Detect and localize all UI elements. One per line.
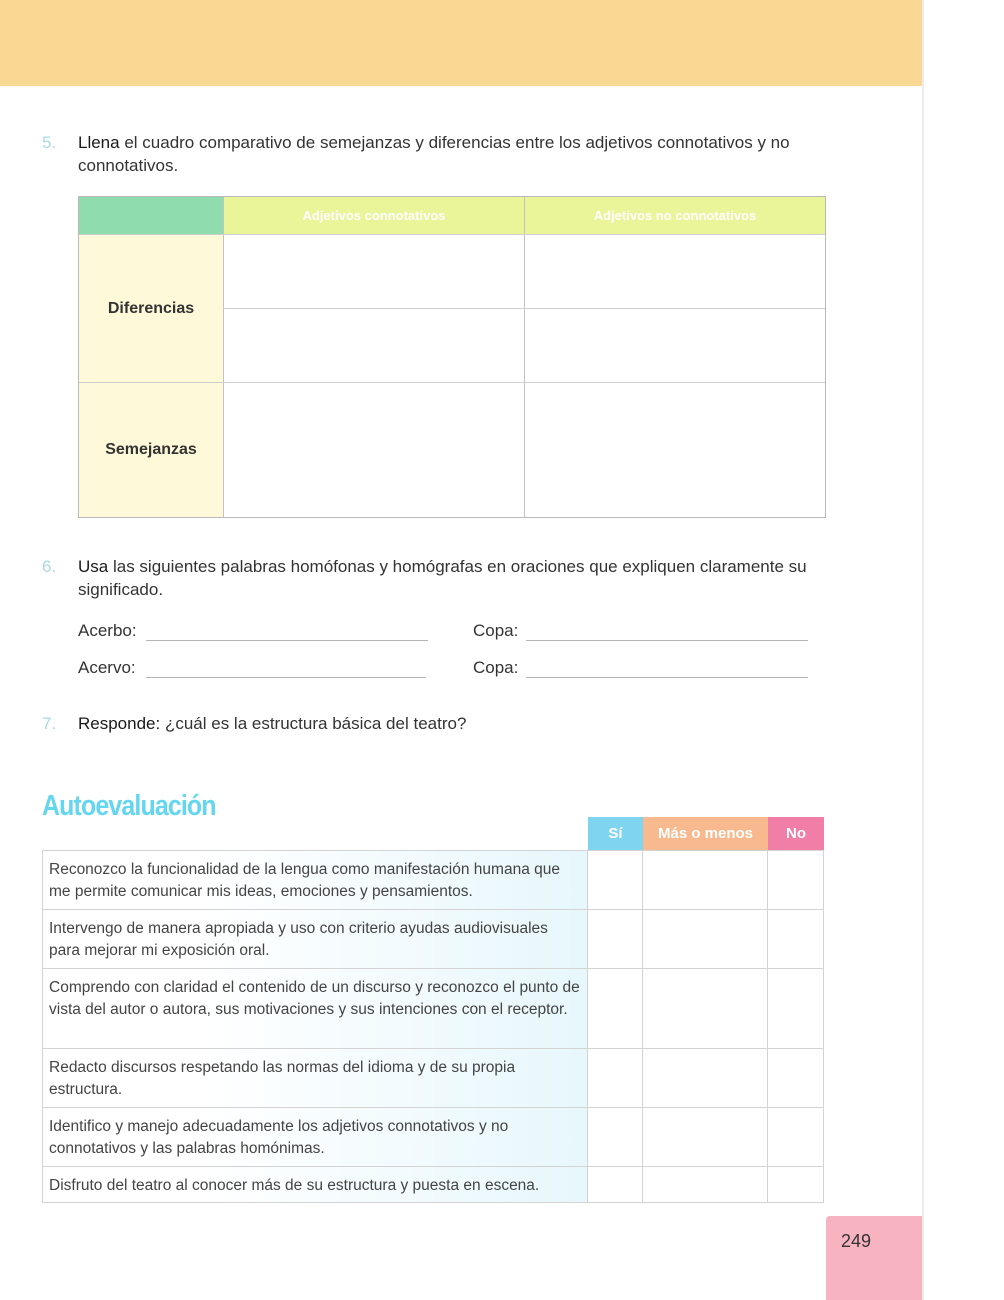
question-7-text <box>78 712 838 735</box>
word-label-acerbo: Acerbo: <box>78 621 137 640</box>
answer-cell-dif-nocon-2[interactable] <box>525 309 825 382</box>
statement-text: Reconozco la funcionalidad de la lengua como manifestación humana que me permite comunicar mis ideas, emociones y pensamientos. <box>42 851 588 909</box>
self-evaluation-table <box>42 850 824 1203</box>
comparison-table <box>78 196 826 518</box>
answer-cell-sem-nocon[interactable] <box>525 383 825 517</box>
question-6-body: las siguientes palabras homófonas y homógrafas en oraciones que expliquen claramente su significado. <box>78 557 807 599</box>
word-label-copa-1: Copa: <box>473 621 519 640</box>
checkbox-mas-o-menos[interactable] <box>643 910 768 968</box>
checkbox-si[interactable] <box>588 1049 643 1107</box>
statement-text: Comprendo con claridad el contenido de un discurso y reconozco el punto de vista del autor o autora, sus motivaciones y sus intenciones con el receptor. <box>42 969 588 1048</box>
checkbox-si[interactable] <box>588 910 643 968</box>
question-7-number: 7. <box>42 714 57 733</box>
table-row <box>42 1108 824 1167</box>
statement-text: Identifico y manejo adecuadamente los adjetivos connotativos y no connotativos y las palabras homónimas. <box>42 1108 588 1166</box>
answer-line-copa-1[interactable] <box>526 640 808 641</box>
answer-cell-dif-nocon-1[interactable] <box>525 235 825 308</box>
table-row <box>42 851 824 910</box>
question-6-number: 6. <box>42 557 57 576</box>
checkbox-mas-o-menos[interactable] <box>643 1108 768 1166</box>
page-edge-rule <box>922 0 924 1300</box>
comparison-header-no-connotativos: Adjetivos no connotativos <box>525 197 825 234</box>
header-no-label: No <box>786 825 806 842</box>
checkbox-si[interactable] <box>588 1108 643 1166</box>
word-label-copa-2: Copa: <box>473 658 519 677</box>
checkbox-no[interactable] <box>768 1167 824 1202</box>
answer-line-acervo[interactable] <box>146 677 426 678</box>
question-5-lead: Llena <box>78 133 120 152</box>
table-row <box>42 1167 824 1203</box>
comparison-header-connotativos: Adjetivos connotativos <box>223 197 525 234</box>
answer-line-copa-2[interactable] <box>526 677 808 678</box>
answer-cell-dif-con-1[interactable] <box>224 235 524 308</box>
header-no <box>768 817 824 850</box>
row-label-diferencias: Diferencias <box>79 234 223 383</box>
checkbox-si[interactable] <box>588 969 643 1048</box>
self-evaluation-title: Autoevaluación <box>42 790 216 822</box>
header-mas-o-menos <box>643 817 768 850</box>
answer-line-acerbo[interactable] <box>146 640 428 641</box>
table-row <box>42 969 824 1049</box>
question-7-lead: Responde: <box>78 714 161 733</box>
checkbox-no[interactable] <box>768 969 824 1048</box>
checkbox-no[interactable] <box>768 910 824 968</box>
answer-cell-sem-con[interactable] <box>224 383 524 517</box>
checkbox-mas-o-menos[interactable] <box>643 1167 768 1202</box>
question-5-number: 5. <box>42 133 57 152</box>
statement-text: Intervengo de manera apropiada y uso con criterio ayudas audiovisuales para mejorar mi exposición oral. <box>42 910 588 968</box>
checkbox-no[interactable] <box>768 1049 824 1107</box>
row-label-semejanzas: Semejanzas <box>79 383 223 517</box>
page-number-tab <box>826 1216 922 1300</box>
statement-text: Redacto discursos respetando las normas del idioma y de su propia estructura. <box>42 1049 588 1107</box>
checkbox-si[interactable] <box>588 1167 643 1202</box>
question-7-body: ¿cuál es la estructura básica del teatro? <box>160 714 467 733</box>
header-si-label: Sí <box>608 825 623 842</box>
checkbox-no[interactable] <box>768 1108 824 1166</box>
word-label-acervo: Acervo: <box>78 658 136 677</box>
comparison-header-corner <box>79 197 223 234</box>
statement-text: Disfruto del teatro al conocer más de su estructura y puesta en escena. <box>42 1167 588 1202</box>
answer-cell-dif-con-2[interactable] <box>224 309 524 382</box>
question-5-text <box>78 131 838 177</box>
table-row <box>42 1049 824 1108</box>
checkbox-no[interactable] <box>768 851 824 909</box>
table-row <box>42 910 824 969</box>
question-6-text <box>78 555 838 601</box>
page-number: 249 <box>840 1231 872 1251</box>
checkbox-si[interactable] <box>588 851 643 909</box>
header-mas-o-menos-label: Más o menos <box>657 825 754 842</box>
question-6-lead: Usa <box>78 557 109 576</box>
checkbox-mas-o-menos[interactable] <box>643 851 768 909</box>
checkbox-mas-o-menos[interactable] <box>643 969 768 1048</box>
checkbox-mas-o-menos[interactable] <box>643 1049 768 1107</box>
question-5-body: el cuadro comparativo de semejanzas y diferencias entre los adjetivos connotativos y no connotativos. <box>78 133 790 175</box>
top-color-band <box>0 0 922 86</box>
header-si <box>588 817 643 850</box>
